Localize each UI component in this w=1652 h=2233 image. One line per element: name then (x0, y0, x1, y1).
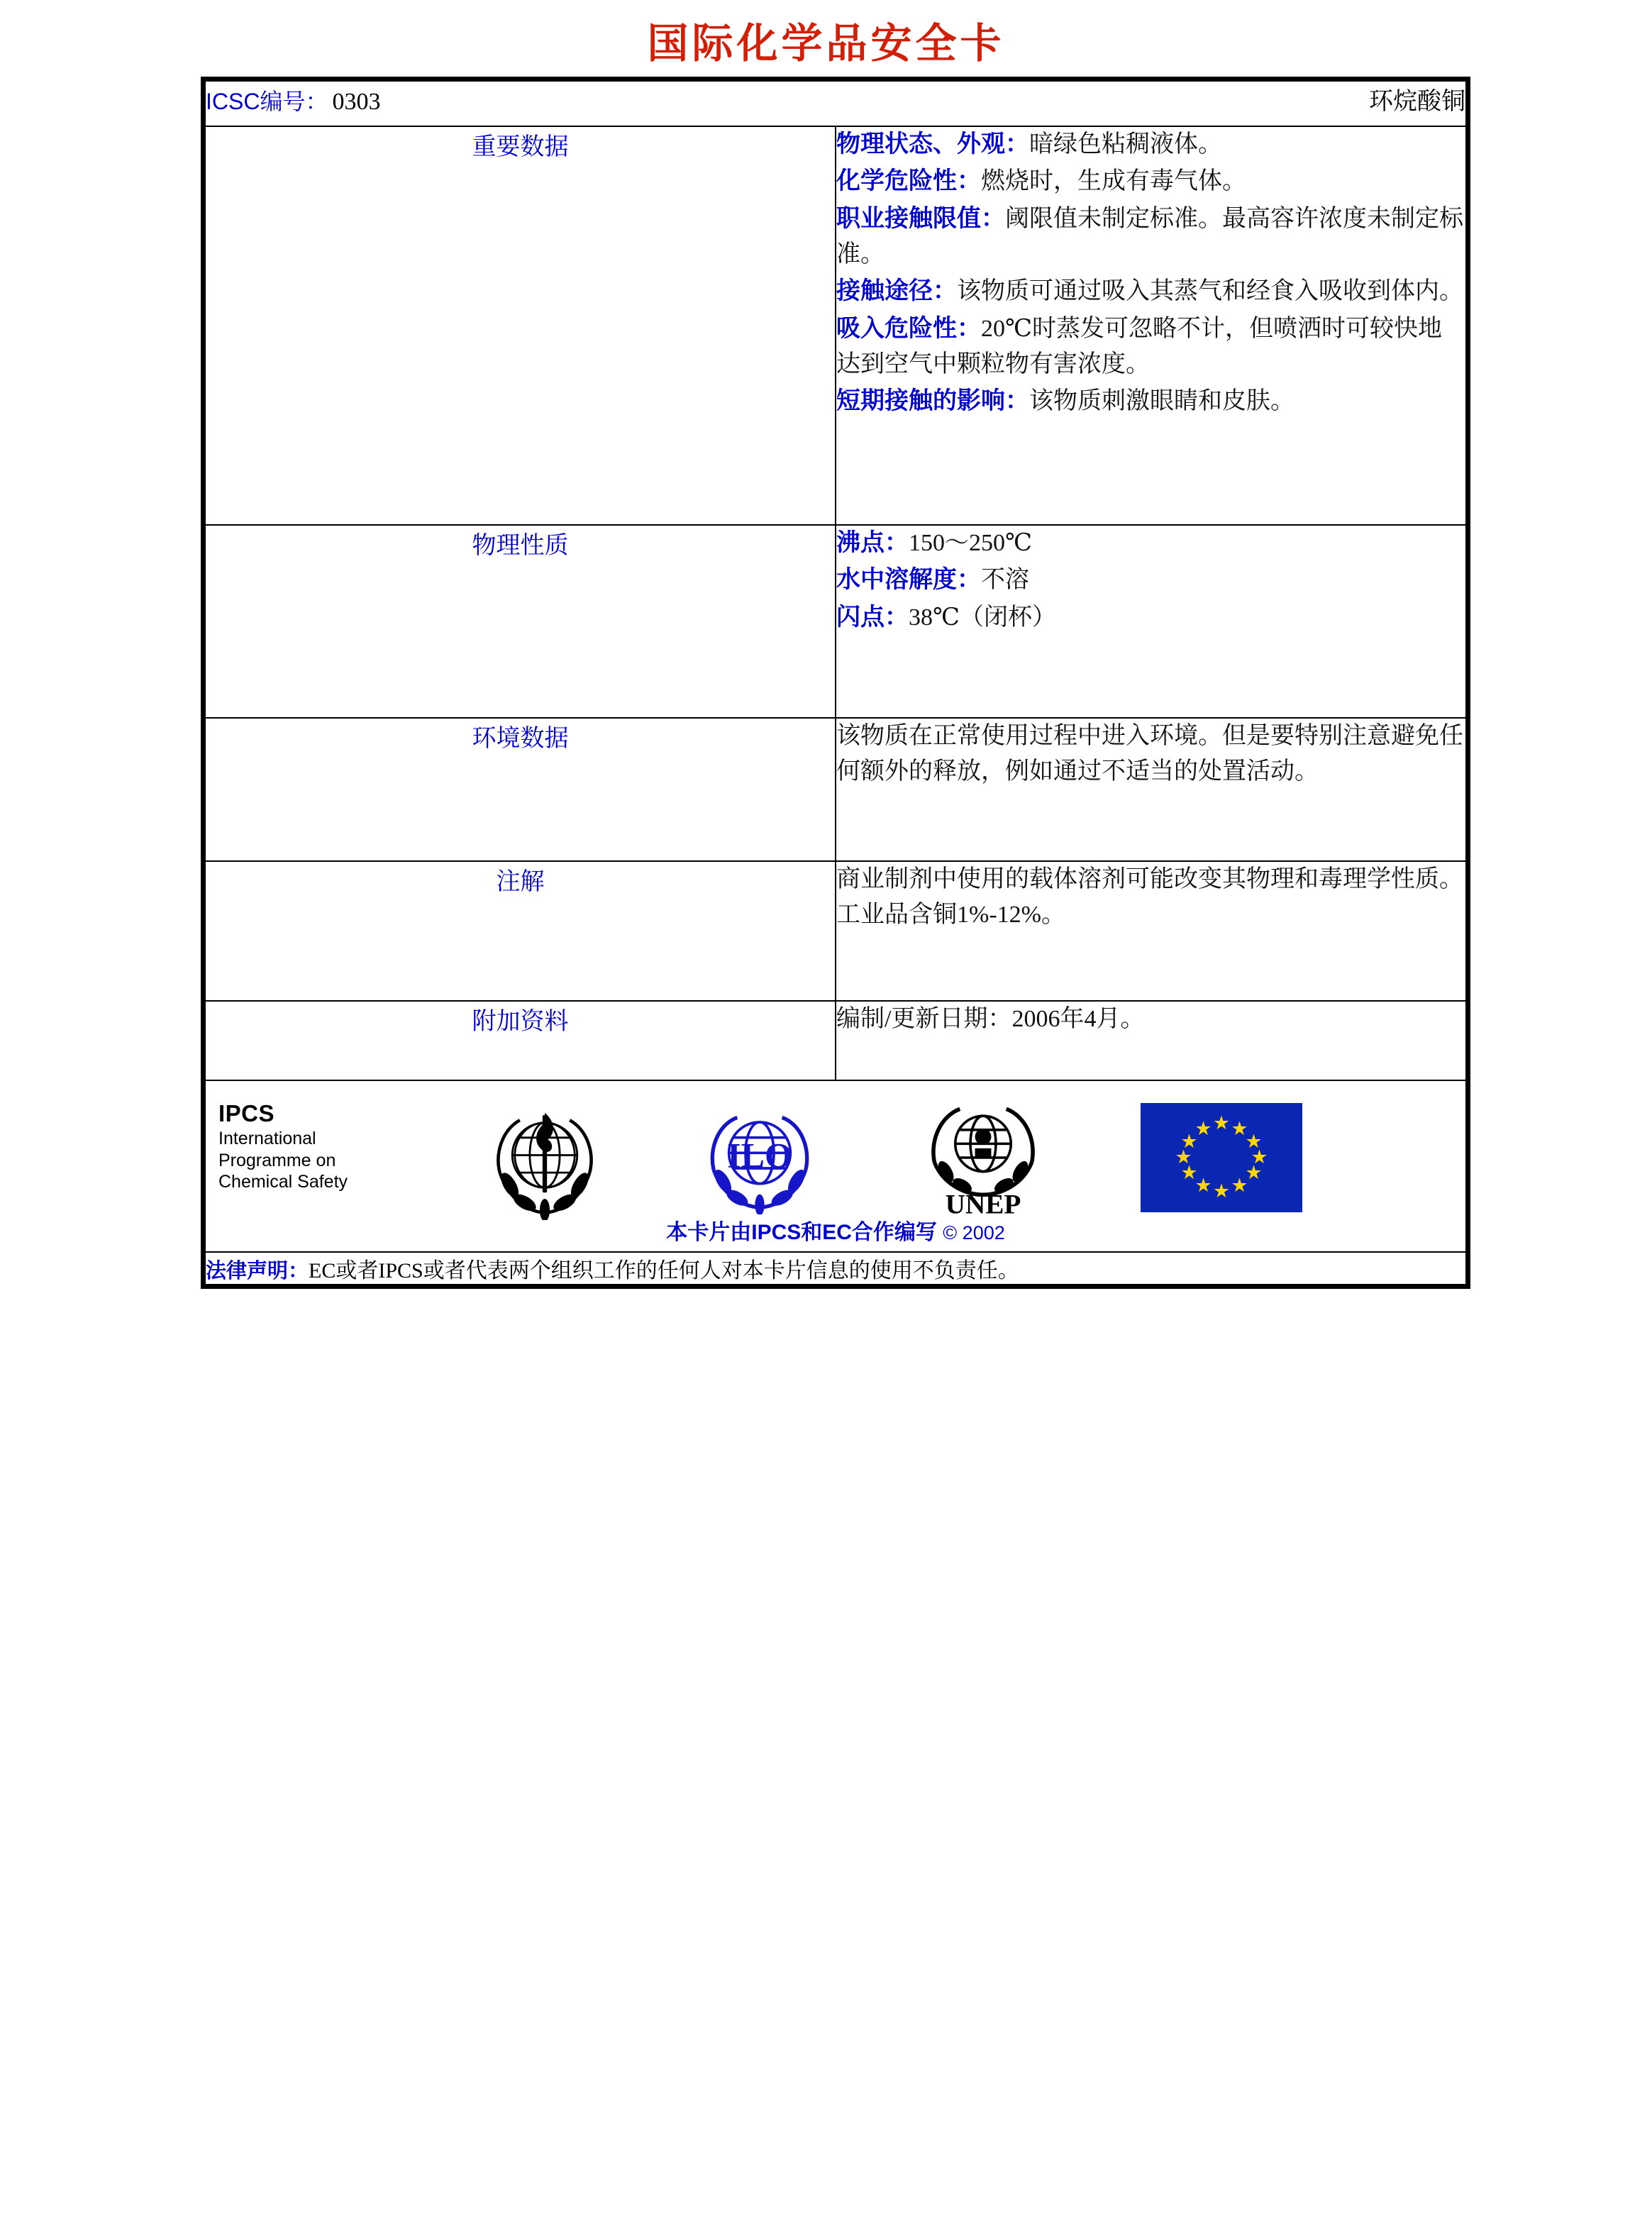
table-row-notes (205, 861, 1466, 1001)
section-label-notes: 注解 (205, 861, 836, 1001)
entry-value: 38℃（闭杯） (909, 604, 1057, 631)
icsc-number-group (206, 84, 380, 116)
table-row-header (205, 81, 1466, 126)
section-label-environmental-data: 环境数据 (205, 718, 836, 861)
entry-inhalation-risk (836, 311, 1465, 383)
section-body-physical-properties (836, 525, 1466, 718)
unep-logo-text: UNEP (945, 1189, 1021, 1218)
section-label-additional-info: 附加资料 (205, 1001, 836, 1080)
section-body-additional-info (836, 1001, 1466, 1080)
entry-key: 闪点： (836, 604, 909, 631)
ilo-logo-text: ILO (727, 1135, 792, 1175)
entry-value: 编制/更新日期：2006年4月。 (836, 1006, 1145, 1032)
entry-notes (836, 862, 1465, 933)
entry-value: 商业制剂中使用的载体溶剂可能改变其物理和毒理学性质。工业品含铜1%-12%。 (836, 866, 1463, 929)
entry-value: 该物质在正常使用过程中进入环境。但是要特别注意避免任何额外的释放，例如通过不适当的处置活动。 (836, 723, 1463, 785)
page-title: 国际化学品安全卡 (647, 21, 1005, 67)
footer-credit (206, 1214, 1465, 1246)
ipcs-block (218, 1099, 348, 1193)
entry-key: 沸点： (836, 530, 909, 556)
entry-flash-point (836, 600, 1465, 636)
entry-value: 该物质刺激眼睛和皮肤。 (1029, 388, 1295, 415)
ipcs-desc-line2: Programme on (218, 1150, 336, 1170)
legal-label: 法律声明： (206, 1260, 309, 1282)
footer-copyright: © 2002 (943, 1222, 1005, 1243)
entry-key: 短期接触的影响： (836, 388, 1029, 415)
entry-chemical-danger (836, 164, 1465, 199)
footer-logo-cell (205, 1080, 1466, 1252)
entry-revision-date (836, 1002, 1465, 1037)
ilo-logo-icon (694, 1101, 826, 1214)
icsc-table (204, 80, 1467, 1285)
unep-logo-icon (912, 1097, 1054, 1218)
ipcs-name: IPCS (218, 1100, 275, 1126)
table-row-legal (205, 1252, 1466, 1285)
icsc-number-value: 0303 (332, 89, 381, 115)
table-row-important-data (205, 126, 1466, 525)
table-row-environmental-data (205, 718, 1466, 861)
entry-key: 物理状态、外观： (836, 131, 1029, 157)
entry-environment (836, 719, 1465, 790)
entry-key: 水中溶解度： (836, 567, 981, 594)
entry-short-term-effects (836, 384, 1465, 419)
eu-flag-logo: ★ ★ ★ ★ ★ ★ ★ ★ ★ ★ ★ ★ (1141, 1103, 1302, 1212)
entry-routes-of-exposure (836, 274, 1465, 309)
entry-value: 暗绿色粘稠液体。 (1029, 131, 1222, 157)
card-header-cell (205, 81, 1466, 126)
section-body-important-data (836, 126, 1466, 525)
entry-value: 150～250℃ (909, 530, 1033, 556)
entry-key: 职业接触限值： (836, 205, 1005, 232)
table-row-logos (205, 1080, 1466, 1252)
icsc-number-label: ICSC编号： (206, 89, 328, 114)
entry-key: 吸入危险性： (836, 315, 981, 342)
entry-physical-state (836, 127, 1465, 162)
section-body-environmental-data (836, 718, 1466, 861)
entry-key: 化学危险性： (836, 168, 981, 195)
section-body-notes (836, 861, 1466, 1001)
ipcs-desc-line3: Chemical Safety (218, 1172, 348, 1192)
entry-value: 20℃时蒸发可忽略不计，但喷洒时可较快地达到空气中颗粒物有害浓度。 (836, 315, 1443, 377)
legal-text: EC或者IPCS或者代表两个组织工作的任何人对本卡片信息的使用不负责任。 (309, 1259, 1019, 1282)
entry-value: 不溶 (981, 567, 1029, 594)
table-row-physical-properties (205, 525, 1466, 718)
entry-value: 该物质可通过吸入其蒸气和经食入吸收到体内。 (957, 278, 1463, 305)
entry-value: 阈限值未制定标准。最高容许浓度未制定标准。 (836, 205, 1463, 267)
entry-water-solubility (836, 563, 1465, 598)
substance-name: 环烷酸铜 (1369, 89, 1465, 115)
section-label-important-data: 重要数据 (205, 126, 836, 525)
entry-value: 燃烧时，生成有毒气体。 (981, 168, 1246, 195)
entry-exposure-limits (836, 201, 1465, 273)
footer-credit-text: 本卡片由IPCS和EC合作编写 (666, 1221, 937, 1244)
section-label-physical-properties: 物理性质 (205, 525, 836, 718)
icsc-card (201, 77, 1470, 1289)
entry-key: 接触途径： (836, 278, 957, 305)
entry-boiling-point (836, 526, 1465, 561)
legal-notice-cell (205, 1252, 1466, 1285)
table-row-additional-info (205, 1001, 1466, 1080)
who-logo-icon (482, 1095, 607, 1220)
ipcs-desc-line1: International (218, 1129, 316, 1149)
